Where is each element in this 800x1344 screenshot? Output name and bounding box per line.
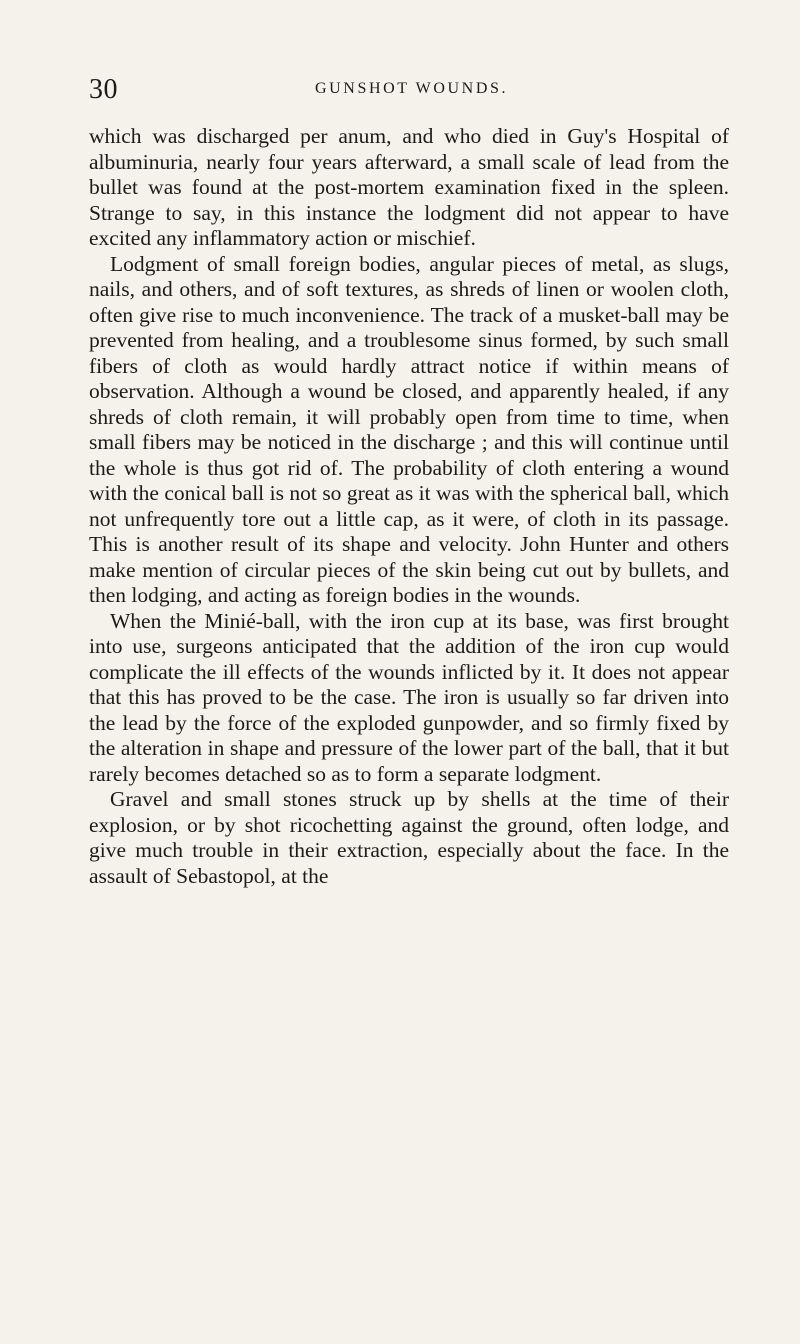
running-head: GUNSHOT WOUNDS. [315,80,509,97]
paragraph: When the Minié-ball, with the iron cup at its base, was first brought into use, surgeons anticipated that the addition of the iron cup would complicate the ill effects of the wounds inflicted by it. It does not appear that this has proved to be the case. The iron is usually so far driven into the lead by the force of the exploded gunpowder, and so firmly fixed by the alteration in shape and pressure of the lower part of the ball, that it but rarely becomes detached so as to form a separate lodgment. [89,608,729,786]
page-number: 30 [89,74,118,105]
paragraph: which was discharged per anum, and who died in Guy's Hospital of albuminuria, nearly four years afterward, a small scale of lead from the bullet was found at the post-mortem examination fixed in the spleen. Strange to say, in this instance the lodgment did not appear to have excited any inflammatory action or mischief. [89,124,729,250]
paragraph: Gravel and small stones struck up by shells at the time of their explosion, or by shot ricochetting against the ground, often lodge, and give much trouble in their extraction, especially about the face. In the assault of Sebastopol, at the [89,787,729,888]
paragraph: Lodgment of small foreign bodies, angular pieces of metal, as slugs, nails, and others, and of soft textures, as shreds of linen or woolen cloth, often give rise to much inconvenience. The track of a musket-ball may be prevented from healing, and a troublesome sinus formed, by such small fibers of cloth as would hardly attract notice if within means of observation. Although a wound be closed, and apparently healed, if any shreds of cloth remain, it will probably open from time to time, when small fibers may be noticed in the discharge ; and this will continue until the whole is thus got rid of. The probability of cloth entering a wound with the conical ball is not so great as it was with the spherical ball, which not unfrequently tore out a little cap, as it were, of cloth in its passage. This is another result of its shape and velocity. John Hunter and others make mention of circular pieces of the skin being cut out by bullets, and then lodging, and acting as foreign bodies in the wounds. [89,251,729,607]
page-header [89,70,729,110]
body-text [89,124,729,889]
